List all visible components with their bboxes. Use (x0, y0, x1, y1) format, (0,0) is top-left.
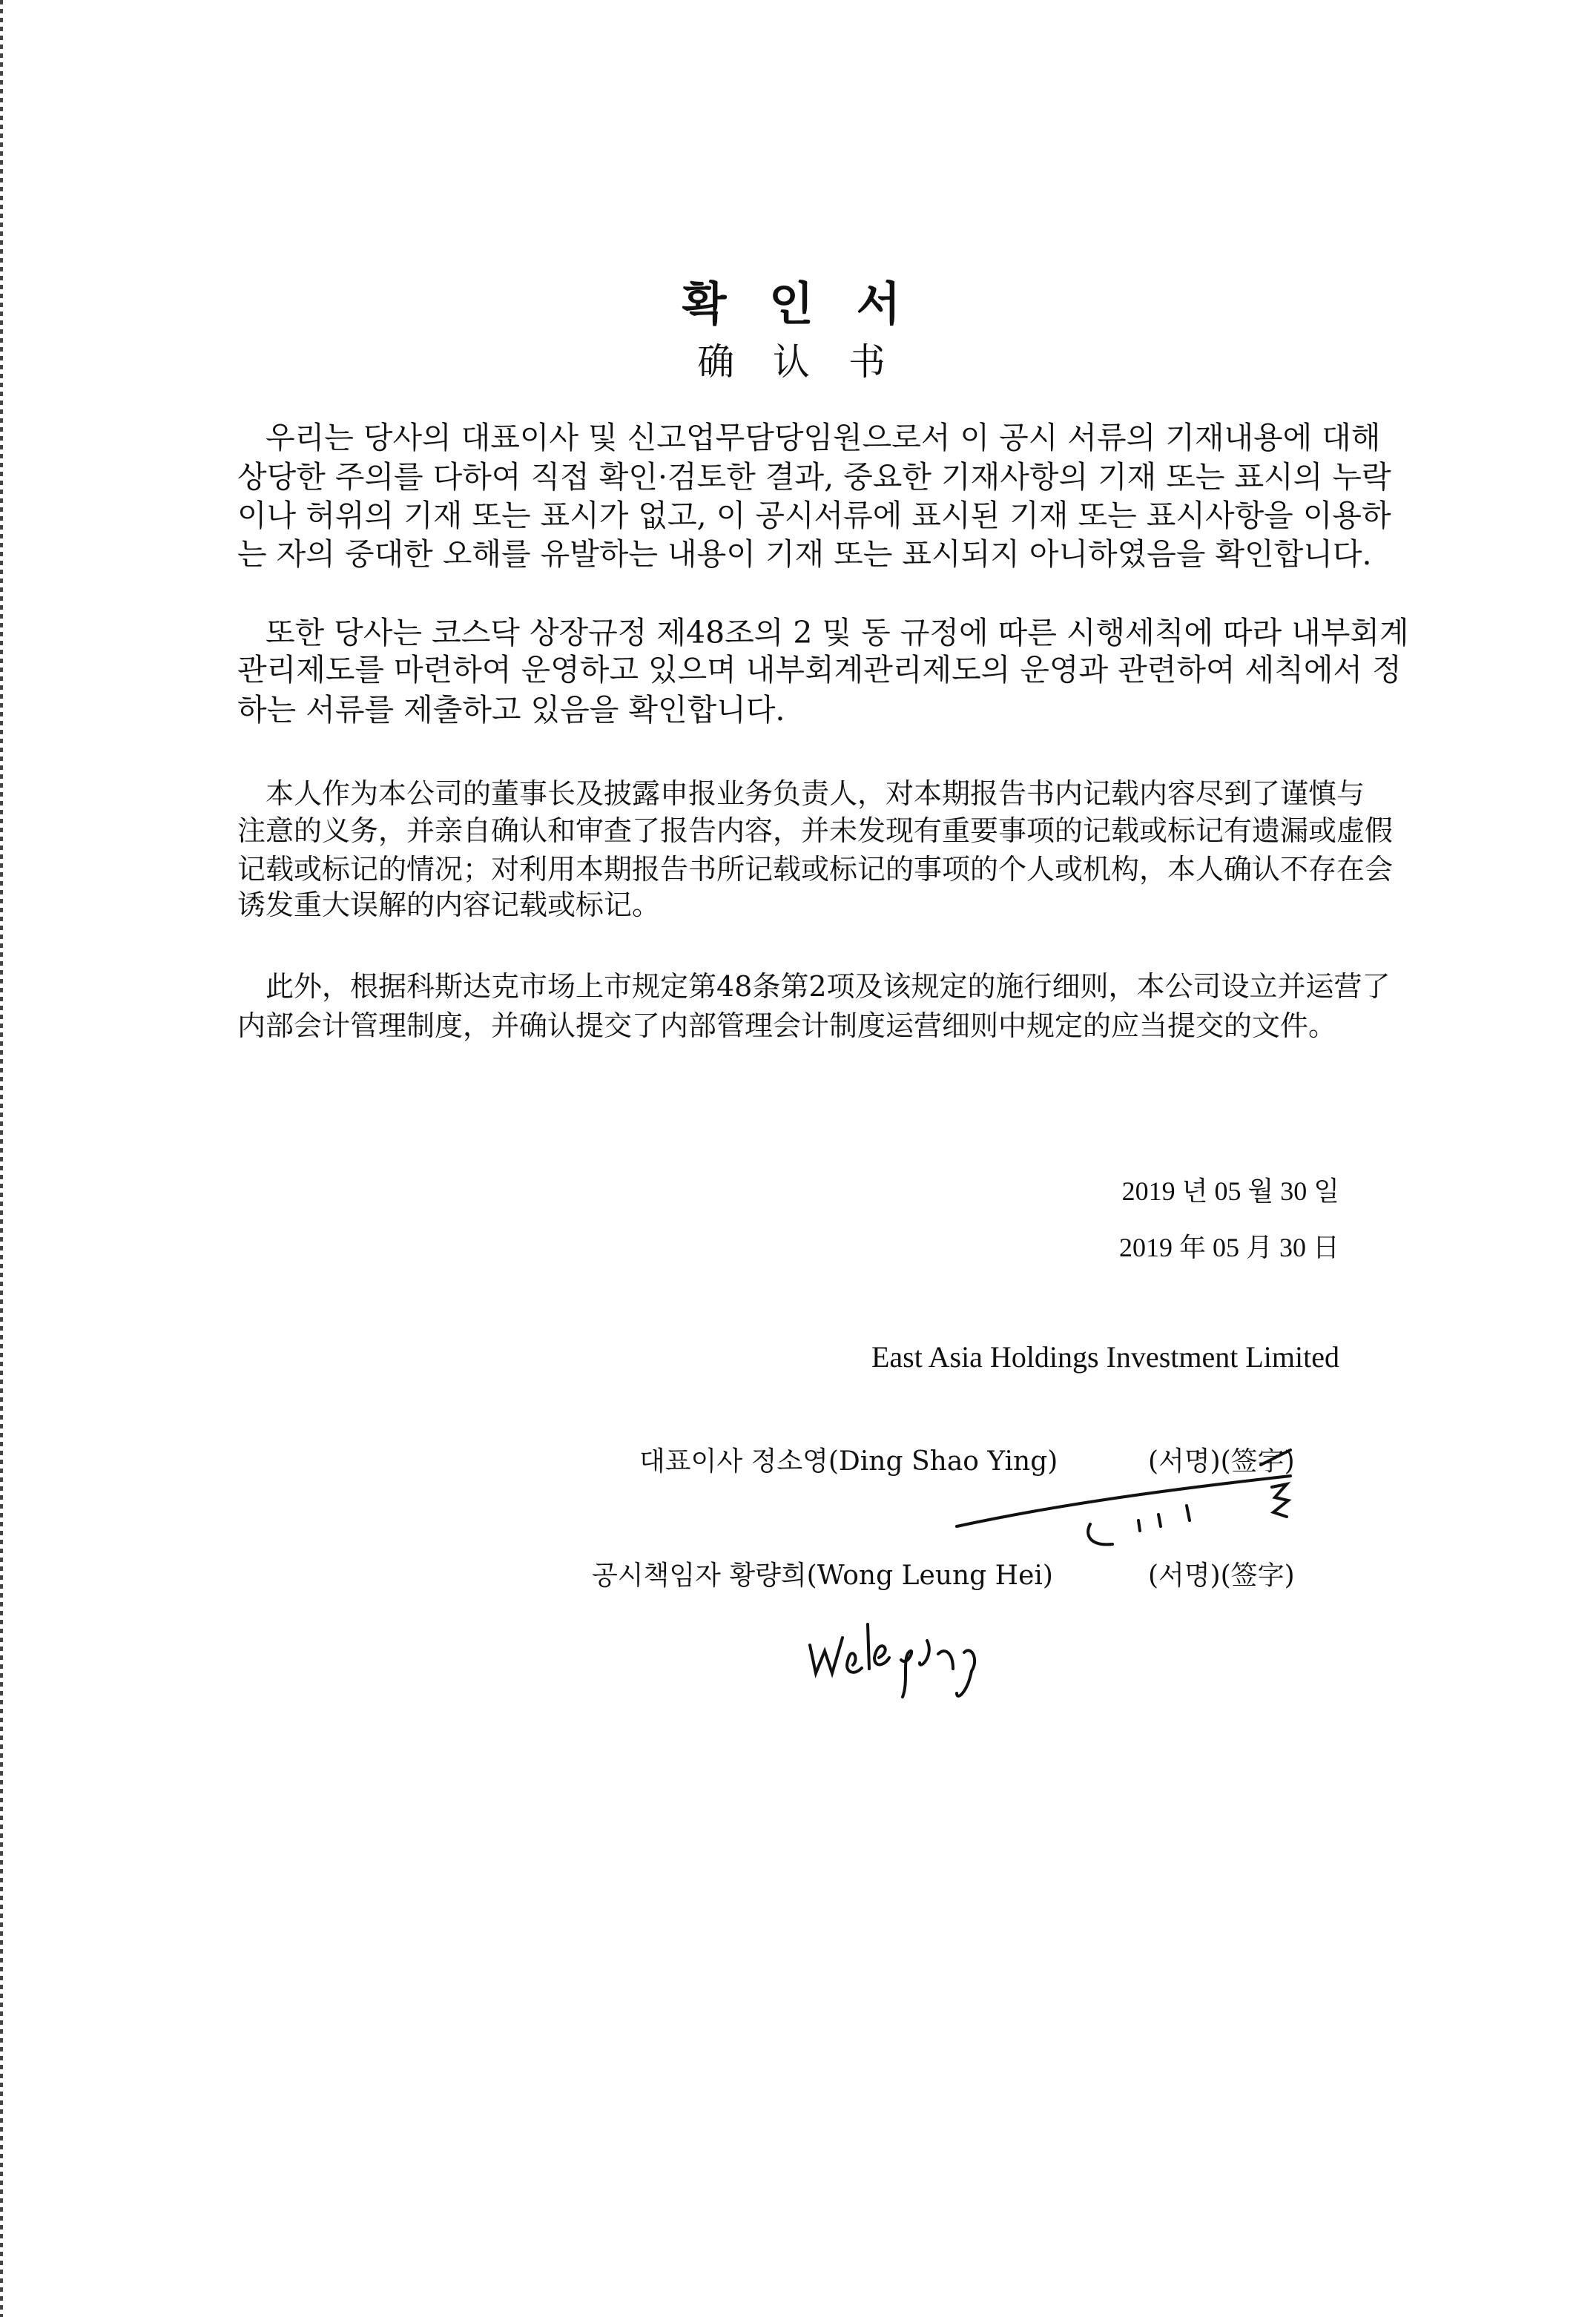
paragraph-line: 상당한 주의를 다하여 직접 확인·검토한 결과, 중요한 기재사항의 기재 또는 표시의 누락 (237, 459, 1391, 495)
paragraph-line: 此外，根据科斯达克市场上市规定第48条第2项及该规定的施行细则，本公司设立并运营了 (266, 970, 1391, 1003)
paragraph-line: 本人作为本公司的董事长及披露申报业务负责人，对本期报告书内记载内容尽到了谨慎与 (266, 777, 1365, 810)
signer-name: 공시책임자 황량희(Wong Leung Hei) (592, 1560, 1053, 1591)
paragraph-line: 이나 허위의 기재 또는 표시가 없고, 이 공시서류에 표시된 기재 또는 표시사항을 이용하 (237, 498, 1391, 533)
signature-label: (서명)(签字) (1148, 1560, 1295, 1591)
paragraph-line: 内部会计管理制度，并确认提交了内部管理会计制度运营细则中规定的应当提交的文件。 (237, 1009, 1337, 1042)
paragraph-line: 诱发重大误解的内容记载或标记。 (237, 889, 661, 921)
paragraph-line: 하는 서류를 제출하고 있음을 확인합니다. (237, 692, 785, 728)
date-chinese: 2019 年 05 月 30 日 (1118, 1233, 1339, 1262)
company-name: East Asia Holdings Investment Limited (871, 1340, 1339, 1374)
date-korean: 2019 년 05 월 30 일 (1121, 1176, 1339, 1206)
signer-name: 대표이사 정소영(Ding Shao Ying) (639, 1446, 1058, 1477)
paragraph-line: 는 자의 중대한 오해를 유발하는 내용이 기재 또는 표시되지 아니하였음을 확인합니다. (237, 536, 1372, 572)
title-korean: 확 인 서 (682, 277, 914, 331)
paragraph-line: 注意的义务，并亲自确认和审查了报告内容，并未发现有重要事项的记载或标记有遗漏或虚假 (237, 814, 1394, 847)
paragraph-line: 우리는 당사의 대표이사 및 신고업무담당임원으로서 이 공시 서류의 기재내용에 대해 (266, 420, 1381, 455)
paragraph-line: 또한 당사는 코스닥 상장규정 제48조의 2 및 동 규정에 따른 시행세칙에 따라 내부회계 (266, 615, 1409, 650)
signature-label: (서명)(签字) (1148, 1446, 1295, 1477)
paragraph-line: 관리제도를 마련하여 운영하고 있으며 내부회계관리제도의 운영과 관련하여 세칙에서 정 (237, 652, 1402, 688)
title-chinese: 确 认 书 (697, 340, 899, 383)
paragraph-line: 记载或标记的情况；对利用本期报告书所记载或标记的事项的个人或机构，本人确认不存在会 (237, 853, 1394, 886)
